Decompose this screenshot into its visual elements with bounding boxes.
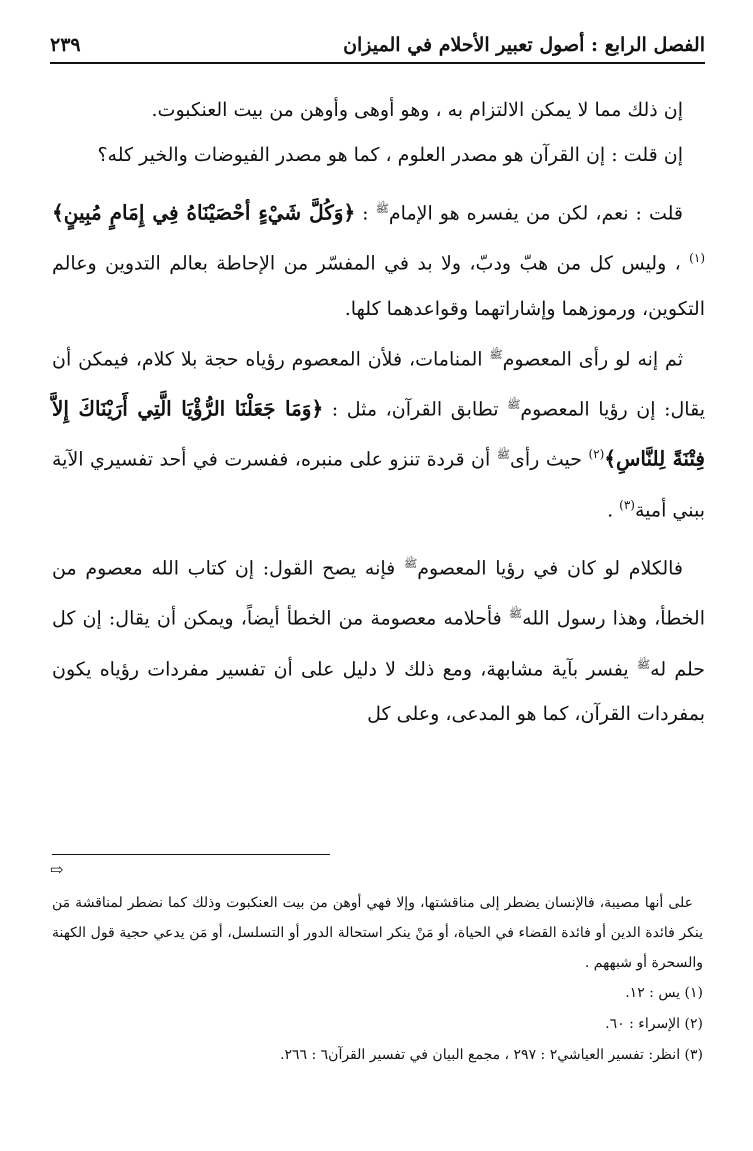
honorific-symbol: ﷺ (375, 202, 389, 215)
running-title: الفصل الرابع : أصول تعبير الأحلام في الميزان (343, 34, 705, 56)
footnote-1: (١) يس : ١٢. (625, 985, 703, 1001)
paragraph-gap (52, 533, 705, 541)
paragraph-1: إن ذلك مما لا يمكن الالتزام به ، وهو أوهى وأوهن من بيت العنكبوت. (151, 99, 683, 121)
p4-text-e: أن قردة تنزو على منبره، ففسرت في أحد تفسيري الآية ببني أمية (52, 448, 705, 521)
quran-verse: ﴿وَكُلَّ شَيْءٍ أحْصَيْنَاهُ فِي إِمَامٍ مُبِينٍ﴾ (52, 200, 356, 225)
p4-text-d: حيث رأى (510, 448, 589, 471)
honorific-symbol: ﷺ (508, 607, 523, 621)
page-header (50, 22, 705, 64)
honorific-symbol: ﷺ (507, 397, 521, 411)
p5-text-d: يفسر بآية مشابهة، ومع ذلك لا دليل على أن تفسير مفردات رؤياه يكون بمفردات القرآن، كما هو المدعى، وعلى كل (52, 657, 705, 725)
quran-verse: ﴿وَمَا جَعَلْنَا الرُّؤْيَا الَّتِي أَرَيْنَاكَ إِلاَّ فِتْنَةً لِلنَّاسِ﴾ (52, 396, 705, 471)
p4-text-f: . (607, 498, 620, 521)
paragraph-gap (52, 178, 705, 186)
p3-text-c: ، وليس كل من هبّ ودبّ، ولا بد في المفسّر من الإحاطة بعالم التدوين وعالم التكوين، ورموزهما وإشاراتهما وقواعدهما كلها. (52, 252, 705, 320)
p3-text-b: : (355, 202, 376, 225)
honorific-symbol: ﷺ (636, 657, 651, 671)
p5-text-a: فالكلام لو كان في رؤيا المعصوم (417, 557, 683, 580)
footnote-separator (52, 854, 330, 855)
p4-text-b: المنامات، فلأن المعصوم رؤياه حجة بلا كلام، فيمكن أن يقال: إن رؤيا المعصوم (52, 347, 705, 421)
honorific-symbol: ﷺ (403, 556, 418, 570)
footnote-ref-2: (٢) (588, 447, 605, 462)
paragraph-2: إن قلت : إن القرآن هو مصدر العلوم ، كما هو مصدر الفيوضات والخير كله؟ (97, 144, 683, 166)
paragraph-3 (52, 186, 705, 332)
p3-text-a: قلت : نعم، لكن من يفسره هو الإمام (388, 202, 684, 225)
paragraph-4 (52, 332, 705, 533)
continuation-arrow-icon: ⇨ (50, 860, 64, 879)
footnote-ref-3: (٣) (619, 497, 635, 512)
paragraph-5 (52, 541, 705, 737)
footnote-ref-1: (١) (689, 251, 705, 266)
footnotes (52, 888, 703, 1071)
p5-text-b: فإنه يصح القول: إن كتاب الله معصوم من الخطأ، وهذا رسول الله (52, 557, 705, 630)
p4-text-a: ثم إنه لو رأى المعصوم (502, 347, 683, 370)
p5-text-c: فأحلامه معصومة من الخطأ أيضاً، ويمكن أن يقال: إن كل حلم له (52, 607, 705, 680)
honorific-symbol: ﷺ (489, 347, 503, 361)
p4-text-c: تطابق القرآن، مثل : (323, 398, 508, 421)
footnote-3: (٣) انظر: تفسير العياشي٢ : ٢٩٧ ، مجمع البيان في تفسير القرآن٦ : ٢٦٦. (279, 1047, 703, 1063)
page-number: ٢٣٩ (50, 34, 81, 56)
footnote-continued: على أنها مصيبة، فالإنسان يضطر إلى مناقشتها، وإلا فهي أوهن من بيت العنكبوت وذلك كما نضطر لمناقشة مَن ينكر فائدة الدين أو فائدة القضاء في الحياة، أو مَنْ ينكر استحالة الدور أو التسلسل، أو مَن يدعي حجية قول الكهنة والسحرة أو شبههم . (52, 895, 703, 971)
footnote-2: (٢) الإسراء : ٦٠. (605, 1016, 703, 1032)
main-text (52, 88, 705, 737)
honorific-symbol: ﷺ (496, 448, 511, 462)
